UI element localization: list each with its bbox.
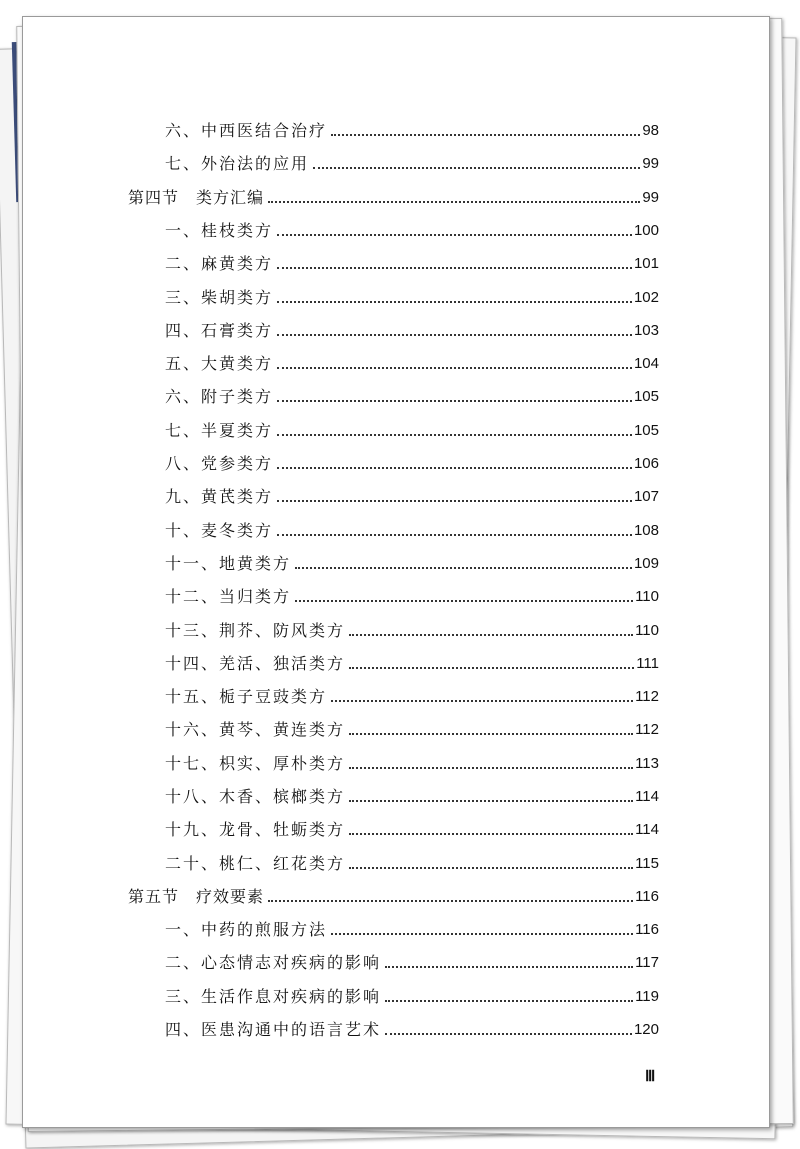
- toc-page-number: 116: [635, 888, 659, 905]
- toc-page-number: 115: [635, 855, 659, 872]
- dot-leader: [277, 367, 632, 369]
- toc-entry-row: [165, 481, 659, 507]
- toc-entry-row: [165, 848, 659, 874]
- table-of-contents: [23, 17, 769, 1127]
- toc-entry-label: 三、柴胡类方: [165, 288, 274, 307]
- toc-entry-row: [165, 515, 659, 541]
- dot-leader: [331, 700, 633, 702]
- toc-entry-label: 一、桂枝类方: [165, 221, 274, 240]
- toc-entry-label: 五、大黄类方: [165, 354, 274, 373]
- toc-entry-label: 第四节 类方汇编: [128, 188, 265, 207]
- dot-leader: [331, 134, 640, 136]
- toc-page-number: 111: [636, 655, 659, 672]
- toc-page: [22, 16, 770, 1128]
- dot-leader: [268, 900, 633, 902]
- dot-leader: [277, 301, 632, 303]
- toc-entry-label: 四、石膏类方: [165, 321, 274, 340]
- dot-leader: [277, 467, 632, 469]
- toc-entry-row: [165, 381, 659, 407]
- toc-page-number: 103: [633, 322, 659, 339]
- dot-leader: [349, 733, 633, 735]
- toc-page-number: 100: [633, 222, 659, 239]
- toc-entry-row: [165, 581, 659, 607]
- toc-page-number: 105: [633, 422, 659, 439]
- toc-entry-label: 十一、地黄类方: [165, 554, 292, 573]
- toc-entry-label: 第五节 疗效要素: [128, 887, 265, 906]
- toc-entry-row: [165, 748, 659, 774]
- toc-page-number: 112: [635, 688, 659, 705]
- toc-entry-row: [165, 681, 659, 707]
- dot-leader: [385, 966, 633, 968]
- dot-leader: [277, 500, 632, 502]
- toc-entry-row: [165, 814, 659, 840]
- toc-entry-label: 六、中西医结合治疗: [165, 121, 328, 140]
- toc-page-number: 114: [635, 788, 659, 805]
- toc-entry-label: 六、附子类方: [165, 387, 274, 406]
- dot-leader: [277, 267, 632, 269]
- toc-page-number: 105: [633, 388, 659, 405]
- toc-entry-row: [165, 714, 659, 740]
- toc-entry-row: [165, 615, 659, 641]
- toc-page-number: 106: [633, 455, 659, 472]
- toc-page-number: 99: [642, 189, 659, 206]
- dot-leader: [313, 167, 640, 169]
- toc-entry-label: 十八、木香、槟榔类方: [165, 787, 346, 806]
- dot-leader: [295, 600, 633, 602]
- toc-page-number: 104: [633, 355, 659, 372]
- toc-entry-label: 二十、桃仁、红花类方: [165, 854, 346, 873]
- toc-section-row: [128, 182, 659, 208]
- toc-page-number: 110: [635, 588, 659, 605]
- toc-page-number: 108: [633, 522, 659, 539]
- toc-entry-label: 一、中药的煎服方法: [165, 920, 328, 939]
- dot-leader: [349, 800, 633, 802]
- toc-entry-label: 七、外治法的应用: [165, 154, 310, 173]
- toc-entry-label: 二、麻黄类方: [165, 254, 274, 273]
- toc-entry-row: [165, 1014, 659, 1040]
- toc-entry-label: 十、麦冬类方: [165, 521, 274, 540]
- toc-entry-row: [165, 947, 659, 973]
- dot-leader: [295, 567, 632, 569]
- toc-page-number: 102: [633, 289, 659, 306]
- toc-entry-row: [165, 348, 659, 374]
- toc-page-number: 117: [635, 954, 659, 971]
- toc-page-number: 112: [635, 721, 659, 738]
- toc-entry-label: 二、心态情志对疾病的影响: [165, 953, 382, 972]
- toc-entry-row: [165, 315, 659, 341]
- dot-leader: [349, 833, 633, 835]
- toc-page-number: 99: [642, 155, 659, 172]
- toc-entry-row: [165, 415, 659, 441]
- toc-entry-label: 十五、栀子豆豉类方: [165, 687, 328, 706]
- toc-page-number: 110: [635, 622, 659, 639]
- toc-entry-label: 十六、黄芩、黄连类方: [165, 720, 346, 739]
- toc-entry-row: [165, 781, 659, 807]
- toc-page-number: 116: [635, 921, 659, 938]
- dot-leader: [349, 667, 634, 669]
- toc-page-number: 107: [633, 488, 659, 505]
- toc-entry-label: 十九、龙骨、牡蛎类方: [165, 820, 346, 839]
- toc-page-number: 98: [642, 122, 659, 139]
- toc-entry-label: 九、黄芪类方: [165, 487, 274, 506]
- dot-leader: [349, 634, 633, 636]
- toc-entry-label: 十三、荆芥、防风类方: [165, 621, 346, 640]
- dot-leader: [385, 1033, 632, 1035]
- dot-leader: [277, 434, 632, 436]
- toc-entry-row: [165, 215, 659, 241]
- toc-entry-label: 八、党参类方: [165, 454, 274, 473]
- toc-entry-row: [165, 548, 659, 574]
- toc-page-number: 120: [633, 1021, 659, 1038]
- toc-entry-row: [165, 448, 659, 474]
- toc-entry-row: [165, 648, 659, 674]
- toc-entry-row: [165, 248, 659, 274]
- dot-leader: [268, 201, 640, 203]
- dot-leader: [385, 1000, 633, 1002]
- dot-leader: [277, 400, 632, 402]
- dot-leader: [277, 234, 632, 236]
- toc-entry-row: [165, 914, 659, 940]
- toc-entry-label: 三、生活作息对疾病的影响: [165, 987, 382, 1006]
- toc-entry-label: 十七、枳实、厚朴类方: [165, 754, 346, 773]
- toc-page-number: 101: [633, 255, 659, 272]
- dot-leader: [349, 867, 633, 869]
- toc-entry-row: [165, 282, 659, 308]
- toc-page-number: 113: [635, 755, 659, 772]
- toc-page-number: 119: [635, 988, 659, 1005]
- toc-entry-label: 十四、羌活、独活类方: [165, 654, 346, 673]
- dot-leader: [331, 933, 633, 935]
- toc-entry-label: 四、医患沟通中的语言艺术: [165, 1020, 382, 1039]
- toc-entry-label: 七、半夏类方: [165, 421, 274, 440]
- toc-entry-label: 十二、当归类方: [165, 587, 292, 606]
- toc-entry-row: [165, 115, 659, 141]
- page-folio: Ⅲ: [645, 1069, 656, 1085]
- dot-leader: [277, 534, 632, 536]
- dot-leader: [277, 334, 632, 336]
- toc-page-number: 114: [635, 821, 659, 838]
- toc-entry-row: [165, 148, 659, 174]
- toc-section-row: [128, 881, 659, 907]
- dot-leader: [349, 767, 633, 769]
- toc-page-number: 109: [633, 555, 659, 572]
- toc-entry-row: [165, 981, 659, 1007]
